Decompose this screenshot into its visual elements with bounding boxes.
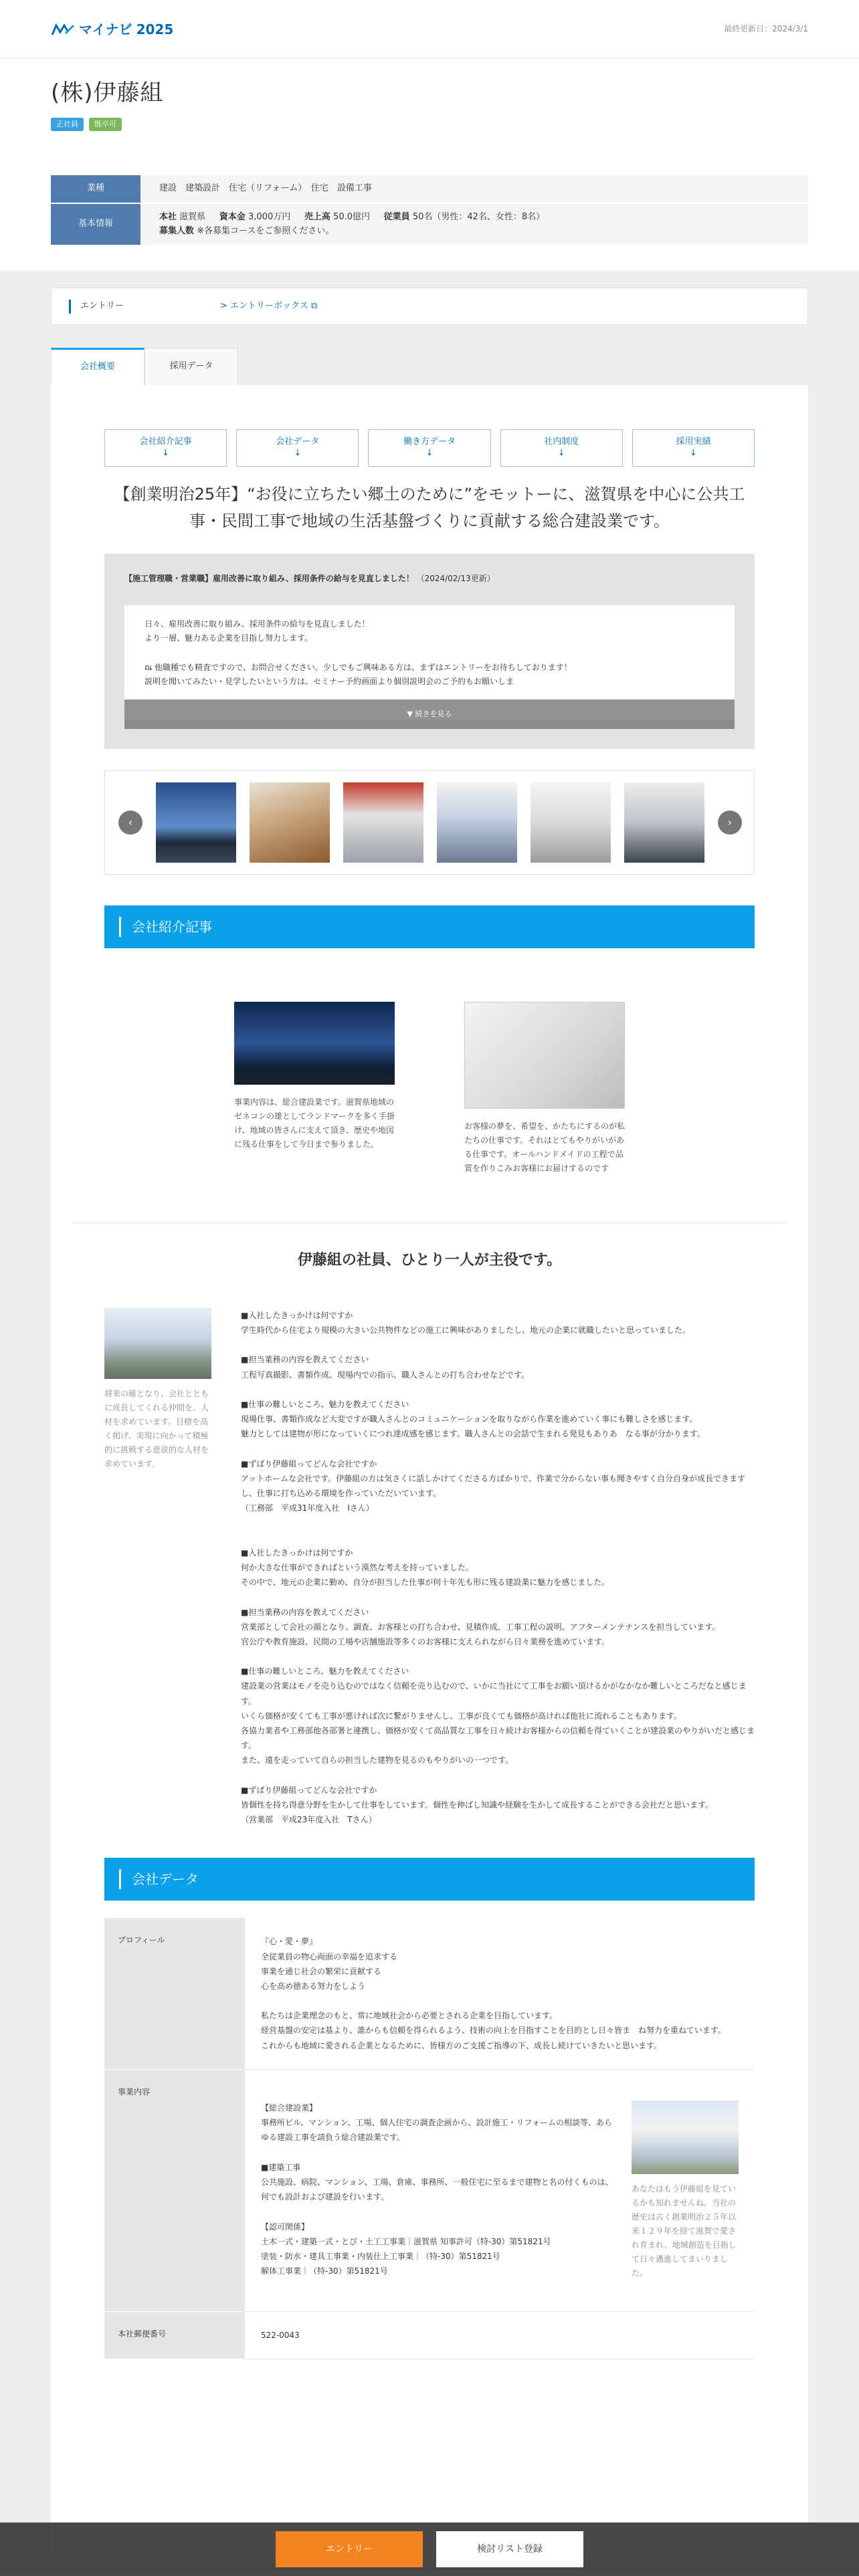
- business-caption: あなたはもう伊藤組を見ているかも知れませんね。当社の歴史は古く創業明治２５年以来１２９年を経て滋賀で愛され育まれ、地域創造を目指して日々邁進してまいりました。: [632, 2184, 737, 2278]
- entry-button[interactable]: エントリー: [276, 2531, 423, 2567]
- arrow-down-icon: ↓: [557, 448, 565, 459]
- business-photo: [632, 2101, 739, 2174]
- article-text: 事業内容は、総合建設業です。滋賀県地域のゼネコンの雄としてランドマークを多く手掛け、地域の皆さんに支えて頂き、歴史や地図に残る仕事をして今日まで参りました。: [234, 1097, 395, 1149]
- section-title: 会社データ: [132, 1871, 199, 1888]
- brand-name: マイナビ: [79, 21, 132, 37]
- main-content-area: [0, 270, 859, 2571]
- basic-info-label: 基本情報: [51, 203, 140, 246]
- add-to-list-button[interactable]: 検討リスト登録: [436, 2531, 583, 2567]
- industry-value: 建設 建築設計 住宅（リフォーム） 住宅 設備工事: [140, 175, 808, 203]
- arrow-down-icon: ↓: [689, 448, 697, 459]
- news-read-more[interactable]: ▼ 続きを見る: [124, 700, 735, 729]
- section-heading-articles: [104, 905, 755, 948]
- hq-label: 本社: [159, 211, 177, 222]
- mynavi-logo[interactable]: [51, 19, 173, 40]
- badge-fulltime: 正社員: [51, 118, 84, 131]
- tab-recruitment-data[interactable]: 採用データ: [145, 348, 238, 385]
- section-heading-company-data: [104, 1858, 755, 1901]
- employees-label: 従業員: [383, 211, 410, 222]
- company-summary-table: [51, 175, 808, 246]
- photo-gallery: [104, 770, 755, 875]
- arrow-down-icon: ↓: [294, 448, 302, 459]
- business-side: [632, 2101, 739, 2280]
- people-title: 伊藤組の社員、ひとり一人が主役です。: [297, 1251, 562, 1269]
- company-name: (株)伊藤組: [51, 80, 164, 106]
- anchor-label: 働き方データ: [403, 437, 456, 447]
- table-row: [104, 1918, 755, 2069]
- gallery-thumbnails: [156, 782, 704, 863]
- divider: [74, 1222, 785, 1223]
- news-header: [124, 572, 735, 585]
- anchor-hiring-results[interactable]: [632, 429, 755, 467]
- news-title: 【施工管理職・営業職】雇用改善に取り組み、採用条件の給与を見直しました！: [124, 573, 414, 583]
- sales-value: 50.0億円: [333, 211, 370, 222]
- tab-company-overview[interactable]: 会社概要: [51, 348, 145, 385]
- sales-label: 売上高: [304, 211, 330, 222]
- anchor-label: 会社データ: [276, 437, 320, 447]
- article-photo: [464, 1002, 625, 1109]
- gallery-photo[interactable]: [437, 782, 517, 863]
- company-data-table: [104, 1918, 755, 2359]
- industry-label: 業種: [51, 175, 140, 203]
- article-card[interactable]: [464, 1002, 625, 1176]
- employees-value: 50名（男性：42名、女性：8名）: [412, 211, 545, 222]
- gallery-next-icon[interactable]: ›: [718, 811, 742, 835]
- zip-label: 本社郵便番号: [104, 2312, 245, 2359]
- hq-value: 滋賀県: [179, 211, 206, 222]
- business-label: 事業内容: [104, 2069, 245, 2311]
- anchor-company-data[interactable]: [236, 429, 359, 467]
- interview-side: [104, 1308, 211, 1828]
- site-header: [0, 0, 859, 59]
- capital-value: 3,000万円: [248, 211, 291, 222]
- interview-photo: [104, 1308, 211, 1379]
- sticky-action-bar: [0, 2523, 859, 2576]
- article-photo: [234, 1002, 395, 1085]
- gallery-photo[interactable]: [250, 782, 330, 863]
- heading-bar: [119, 917, 121, 937]
- table-row: [104, 2069, 755, 2311]
- business-value: 【総合建設業】 事務所ビル、マンション、工場、個人住宅の調査企画から、設計施工・リフォームの相談等、あらゆる建設工事を請負う総合建設業です。 ■建築工事 公共施設、病院、マンション、工場、倉庫、事務所、一般住宅に至るまで建物と名の付くものは、何でも設計および建設を行います。 【認可関係】 土木一式・建築一式・とび・土工工事業｜滋賀県 知事許可（特-30）第51821号 塗装・防水・建具工事業・内装仕上工事業｜（特-30）第51821号 解体工事業｜（特-30）第51821号: [261, 2103, 613, 2276]
- employee-interviews: [104, 1308, 755, 1828]
- capital-label: 資本金: [219, 211, 246, 222]
- mynavi-logo-icon: [51, 23, 75, 36]
- entry-label: エントリー: [69, 300, 220, 314]
- company-heading: [0, 59, 859, 131]
- interview-caption: 将来の確となり、会社とともに成長してくれる仲間を、人材を求めています。目標を高く掲げ、実現に向かって積極的に挑戦する意欲的な人材を求めています。: [104, 1388, 209, 1469]
- gallery-photo[interactable]: [624, 782, 704, 863]
- news-text: 日々、雇用改善に取り組み、採用条件の給与を見直しました！ より一層、魅力ある企業を目指し努力します。 ณ 他職種でも精査ですので、お問合せください。少しでもご興味ある方は、まずはエントリーをお待ちしております！ 説明を聞いてみたい・見学したいという方は、セミナー予約画面より個別説明会のご予約もお願いしま: [145, 619, 572, 687]
- profile-value: 『心・愛・夢』 全従業員の物心両面の幸福を追求する 事業を通じ社会の繁栄に貢献する 心を高め徳ある努力をしよう 私たちは企業理念のもと、常に地域社会から必要とされる企業を目指しています。 経営基盤の安定は基より、誰からも信頼を得られるよう、技術の向上を目指すことを目的とし日々皆ま ね努力を重ねています。 これからも地域に愛される企業となるために、皆様方のご支援ご指導の下、成長し続けていきたいと思います。: [245, 1918, 755, 2069]
- last-updated: 最終更新日：2024/3/1: [724, 23, 808, 33]
- section-anchor-nav: [104, 429, 755, 467]
- arrow-down-icon: ↓: [162, 448, 170, 459]
- section-title: 会社紹介記事: [132, 918, 212, 935]
- employment-badges: [51, 118, 808, 131]
- gallery-prev-icon[interactable]: ‹: [118, 811, 142, 835]
- news-date: （2024/02/13更新）: [416, 573, 495, 583]
- gallery-photo[interactable]: [343, 782, 423, 863]
- anchor-work-style[interactable]: [368, 429, 490, 467]
- anchor-articles[interactable]: [104, 429, 227, 467]
- business-cell: [245, 2069, 755, 2311]
- zip-value: 522-0043: [245, 2312, 755, 2359]
- page-tabs: [51, 348, 808, 385]
- company-catchphrase: 【創業明治25年】“お役に立ちたい郷土のために”をモットーに、滋賀県を中心に公共工事・民間工事で地域の生活基盤づくりに貢献する総合建設業です。: [114, 485, 745, 530]
- arrow-down-icon: ↓: [425, 448, 434, 459]
- anchor-label: 会社紹介記事: [139, 437, 192, 447]
- article-card[interactable]: [234, 1002, 395, 1176]
- anchor-label: 採用実績: [676, 437, 711, 447]
- news-box: [104, 554, 755, 749]
- brand-year: 2025: [136, 21, 174, 37]
- article-list: [104, 1002, 755, 1176]
- interview-text: ■入社したきっかけは何ですか 学生時代から住宅より規模の大きい公共物件などの施工に興味がありましたし、地元の企業に就職したいと思っていました。 ■担当業務の内容を教えてください 工程写真撮影、書類作成、現場内での指示、職人さんとの打ち合わせなどです。 ■仕事の難しいところ、魅力を教えてください 現場仕事、書類作成など大変ですが職人さんとのコミュニケーションを取りながら作業を進めていく事にも難しさを感じます。 魅力としては建物が形になっていくにつれ達成感を感じます。職人さんとの会話で生まれる発見もありあ なる事が分かります。 ■ずばり伊藤組ってどんな会社ですか アットホームな会社です。伊藤組の方は気さくに話しかけてくださる方ばかりで、作業で分からない事も聞きやすく自分自身が成長できますし、仕事に打ち込める環境を作っていただいています。 （工務部 平成31年度入社 Iさん） ■入社したきっかけは何ですか 何か大きな仕事ができればという漠然な考えを持っていました。 その中で、地元の企業に勤め、自分が担当した仕事が何十年先も形に残る建設業に魅力を感じました。 ■担当業務の内容を教えてください 営業部として会社の顔となり、調査、お客様との打ち合わせ、見積作成、工事工程の説明、アフターメンテナンスを担当しています。 官公庁や教育施設、民間の工場や店舗施設等多くのお客様に支えられながら日々業務を進めています。 ■仕事の難しいところ、魅力を教えてください 建設業の営業はモノを売り込むのではなく信頼を売り込むので、いかに当社にて工事をお願い頂けるかがなかなか難しいところだなと感じます。 いくら価格が安くても工事が悪ければ次に繋がりませんし、工事が良くても価格が高ければ他社に流れることもあります。 各協力業者や工務部他各部署と連携し、価格が安くて高品質な工事を日々続けお客様からの信頼を得ていくことが建設業のやりがいだと感じます。 また、遠を走っていて自らの担当した建物を見るのもやりがいの一つです。 ■ずばり伊藤組ってどんな会社ですか 皆個性を持ち得意分野を生かして仕事をしています。個性を伸ばし知識や経験を生かして成長することができる会社だと思います。 （営業部 平成23年度入社 Tさん）: [241, 1310, 755, 1825]
- anchor-internal-systems[interactable]: [500, 429, 623, 467]
- entry-bar: [51, 288, 808, 325]
- company-overview-panel: [51, 385, 808, 2559]
- profile-label: プロフィール: [104, 1918, 245, 2069]
- table-row: [104, 2312, 755, 2359]
- recruit-label: 募集人数: [159, 225, 195, 236]
- badge-graduate-ok: 既卒可: [89, 118, 122, 131]
- basic-info-value: [140, 203, 808, 246]
- entry-box-link[interactable]: > エントリーボックス ⧉: [220, 300, 318, 311]
- article-text: お客様の夢を、希望を、かたちにするのが私たちの仕事です。それはとてもやりがいがある仕事です。オールハンドメイドの工程で品質を作りこみお客様にお届けするのです: [464, 1121, 626, 1173]
- recruit-value: ※各募集コースをご参照ください。: [197, 225, 335, 236]
- gallery-photo[interactable]: [156, 782, 236, 863]
- gallery-photo[interactable]: [531, 782, 611, 863]
- anchor-label: 社内制度: [544, 437, 579, 447]
- heading-bar: [119, 1869, 121, 1889]
